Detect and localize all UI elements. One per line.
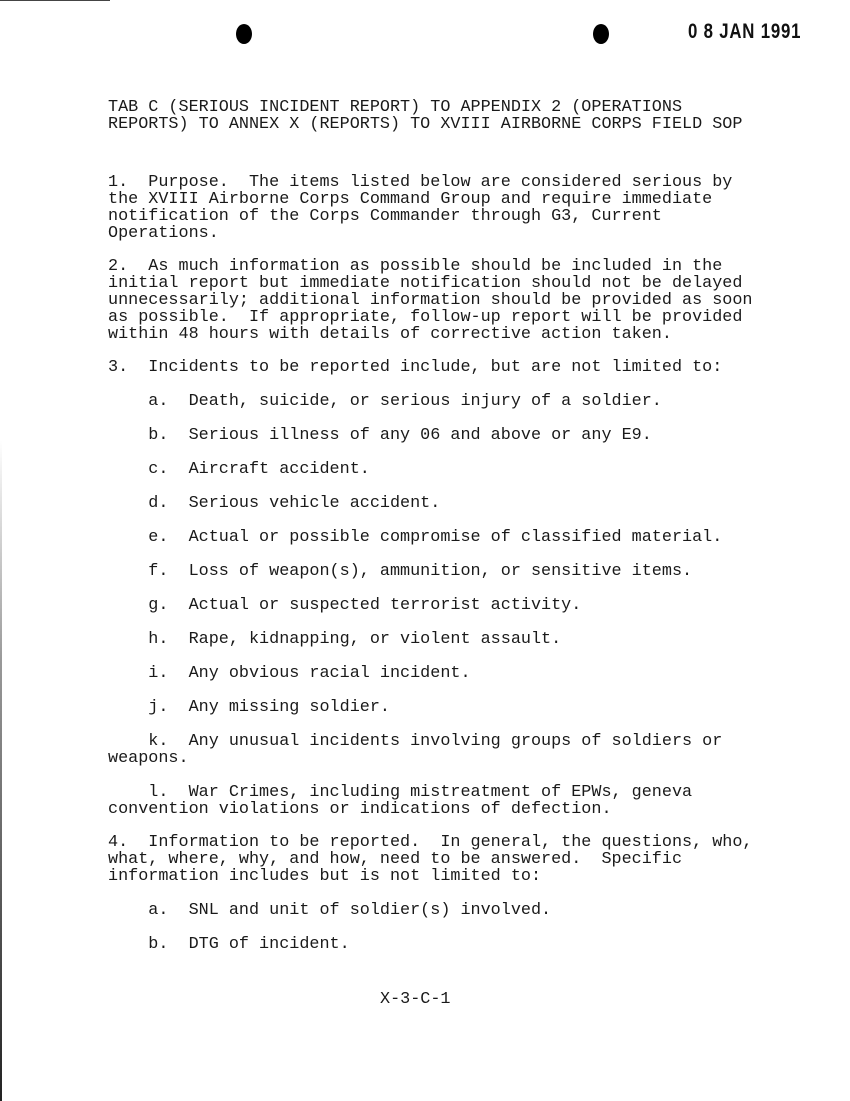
paragraph-3: 3. Incidents to be reported include, but are not limited to: [108, 358, 723, 377]
incident-item-a: a. Death, suicide, or serious injury of a soldier. [108, 392, 662, 411]
incident-item-e: e. Actual or possible compromise of classified material. [108, 528, 723, 547]
incident-item-i: i. Any obvious racial incident. [108, 664, 471, 683]
incident-item-f: f. Loss of weapon(s), ammunition, or sensitive items. [108, 562, 693, 581]
incident-item-k: k. Any unusual incidents involving groups of soldiers or weapons. [108, 732, 723, 768]
paragraph-2: 2. As much information as possible should be included in the initial report but immediate notification should not be delayed unnecessarily; additional information should be provided as soon as possible. If appropriate, follow-up report will be provided within 48 hours with details of corrective action taken. [108, 257, 753, 344]
page-number: X-3-C-1 [380, 990, 451, 1009]
scan-line [0, 0, 110, 1]
incident-item-j: j. Any missing soldier. [108, 698, 390, 717]
punch-hole-left [236, 24, 252, 44]
incident-item-c: c. Aircraft accident. [108, 460, 370, 479]
paragraph-1-purpose: 1. Purpose. The items listed below are considered serious by the XVIII Airborne Corps Command Group and require immediate notification of the Corps Commander through G3, Current Operations. [108, 173, 733, 243]
incident-item-l: l. War Crimes, including mistreatment of EPWs, geneva convention violations or indications of defection. [108, 783, 693, 819]
incident-item-d: d. Serious vehicle accident. [108, 494, 441, 513]
incident-item-b: b. Serious illness of any 06 and above or any E9. [108, 426, 652, 445]
date-stamp: 0 8 JAN 1991 [688, 20, 802, 43]
info-item-b: b. DTG of incident. [108, 935, 350, 954]
incident-item-h: h. Rape, kidnapping, or violent assault. [108, 630, 562, 649]
paragraph-4: 4. Information to be reported. In general, the questions, who, what, where, why, and how, need to be answered. Specific information includes but is not limited to: [108, 833, 753, 886]
incident-item-g: g. Actual or suspected terrorist activity. [108, 596, 582, 615]
document-title: TAB C (SERIOUS INCIDENT REPORT) TO APPENDIX 2 (OPERATIONS REPORTS) TO ANNEX X (REPORTS) TO XVIII AIRBORNE CORPS FIELD SOP [108, 98, 743, 134]
info-item-a: a. SNL and unit of soldier(s) involved. [108, 901, 552, 920]
punch-hole-right [593, 24, 609, 44]
scan-edge [0, 0, 2, 1101]
